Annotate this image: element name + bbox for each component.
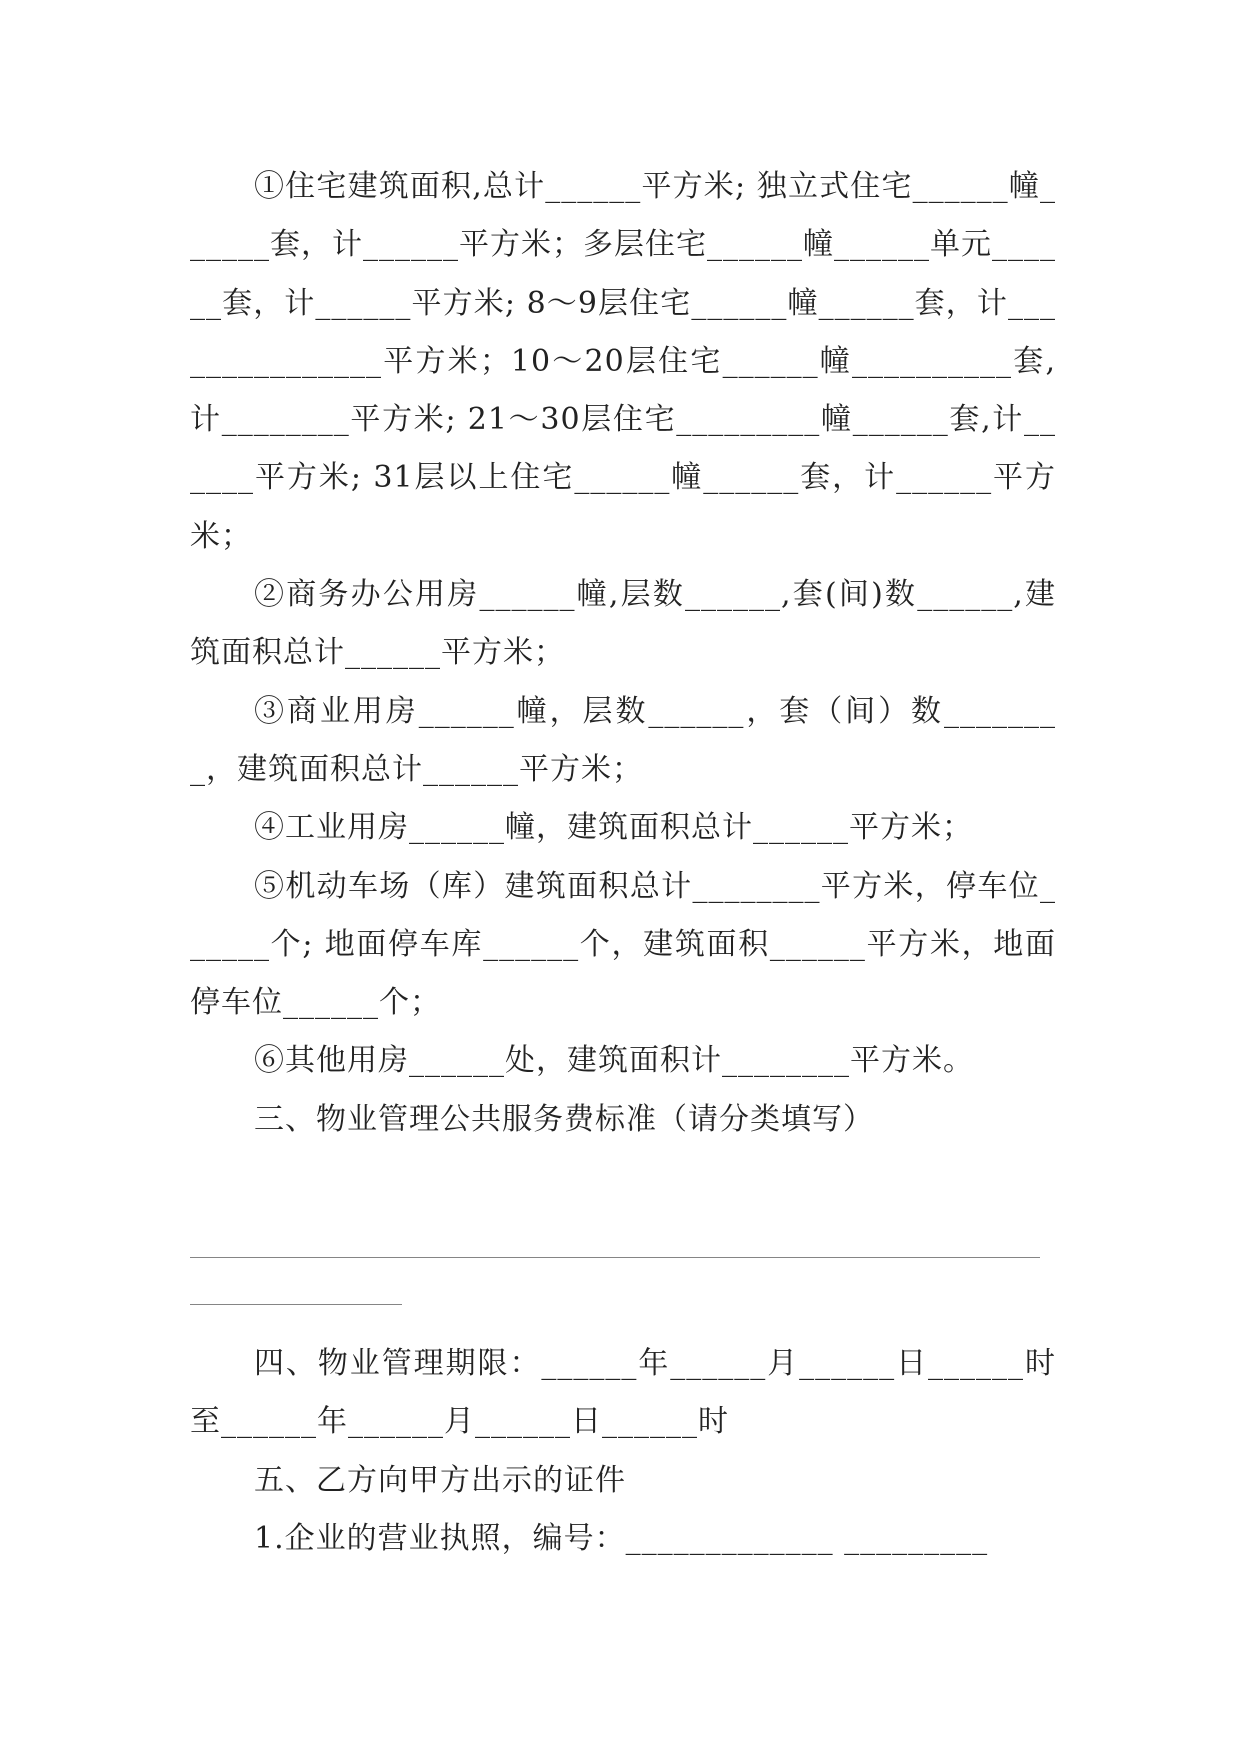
- section-5-heading: 五、乙方向甲方出示的证件: [254, 1462, 626, 1498]
- section-4-term: 四、物业管理期限：______年______月______日______时至______年______月______日______时: [190, 1346, 1056, 1440]
- fill-in-space: [190, 1149, 1056, 1207]
- section-3-heading: 三、物业管理公共服务费标准（请分类填写）: [254, 1101, 874, 1137]
- residential-area-paragraph: ①住宅建筑面积,总计______平方米; 独立式住宅______幢______套，计______平方米；多层住宅______幢______单元______套，计______平方米; 8～9层住宅______幢______套，计_______________平方米；10～20层住宅______幢__________套,计________平方米; 21～30层住宅_________幢______套,计______平方米; 31层以上住宅______幢______套，计______平方米；: [190, 169, 1056, 554]
- parking-area-paragraph: ⑤机动车场（库）建筑面积总计________平方米，停车位______个; 地面停车库______个，建筑面积______平方米，地面停车位______个；: [190, 868, 1056, 1021]
- office-area-paragraph: ②商务办公用房______幢,层数______,套(间)数______,建筑面积总计______平方米；: [190, 577, 1056, 671]
- business-license-item: 1.企业的营业执照，编号：_____________ _________: [254, 1520, 989, 1556]
- industrial-area-paragraph: ④工业用房______幢，建筑面积总计______平方米；: [254, 810, 973, 846]
- commercial-area-paragraph: ③商业用房______幢，层数______，套（间）数________，建筑面积总计______平方米；: [190, 693, 1056, 787]
- fill-in-line-short: [190, 1304, 402, 1305]
- other-area-paragraph: ⑥其他用房______处，建筑面积计________平方米。: [254, 1043, 974, 1079]
- document-page: [190, 158, 1056, 1568]
- fill-in-line-long: [190, 1257, 1040, 1258]
